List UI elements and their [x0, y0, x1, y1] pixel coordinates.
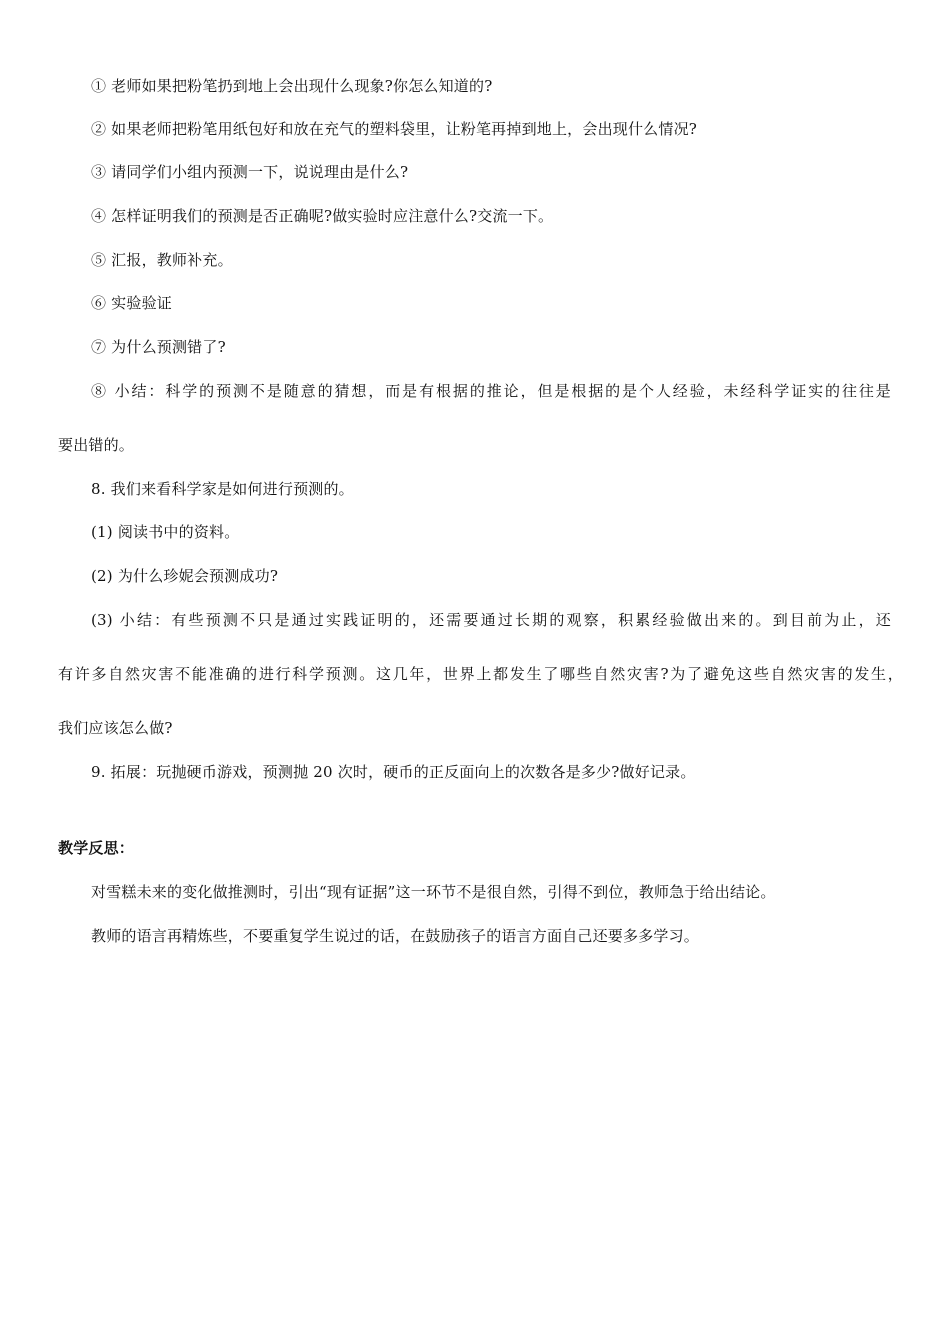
section-8-item-2: (2) 为什么珍妮会预测成功?: [91, 567, 279, 585]
section-8-summary-line-3: 我们应该怎么做?: [58, 719, 173, 737]
step-1: ① 老师如果把粉笔扔到地上会出现什么现象?你怎么知道的?: [91, 77, 493, 95]
section-8-summary-line-2: 有许多自然灾害不能准确的进行科学预测。这几年，世界上都发生了哪些自然灾害?为了避免这些自然灾害的发生，: [58, 665, 903, 683]
step-8-summary-line-2: 要出错的。: [58, 436, 135, 454]
reflection-paragraph-1: 对雪糕未来的变化做推测时，引出“现有证据”这一环节不是很自然，引得不到位，教师急于给出结论。: [91, 883, 776, 901]
step-3: ③ 请同学们小组内预测一下，说说理由是什么?: [91, 163, 409, 181]
step-4: ④ 怎样证明我们的预测是否正确呢?做实验时应注意什么?交流一下。: [91, 207, 554, 225]
step-6: ⑥ 实验验证: [91, 294, 172, 312]
step-5: ⑤ 汇报，教师补充。: [91, 251, 233, 269]
section-8-title: 8. 我们来看科学家是如何进行预测的。: [91, 480, 354, 498]
section-9-extension: 9. 拓展：玩抛硬币游戏，预测抛 20 次时，硬币的正反面向上的次数各是多少?做好记录。: [91, 763, 696, 781]
reflection-heading: 教学反思：: [58, 839, 135, 857]
step-2: ② 如果老师把粉笔用纸包好和放在充气的塑料袋里，让粉笔再掉到地上，会出现什么情况?: [91, 120, 698, 138]
reflection-paragraph-2: 教师的语言再精炼些，不要重复学生说过的话，在鼓励孩子的语言方面自己还要多多学习。: [91, 927, 700, 945]
step-8-summary-line-1: ⑧ 小结：科学的预测不是随意的猜想，而是有根据的推论，但是根据的是个人经验，未经科学证实的往往是: [91, 382, 891, 400]
section-8-item-1: (1) 阅读书中的资料。: [91, 523, 240, 541]
step-7: ⑦ 为什么预测错了?: [91, 338, 226, 356]
section-8-summary-line-1: (3) 小结：有些预测不只是通过实践证明的，还需要通过长期的观察，积累经验做出来的。到目前为止，还: [91, 611, 891, 629]
